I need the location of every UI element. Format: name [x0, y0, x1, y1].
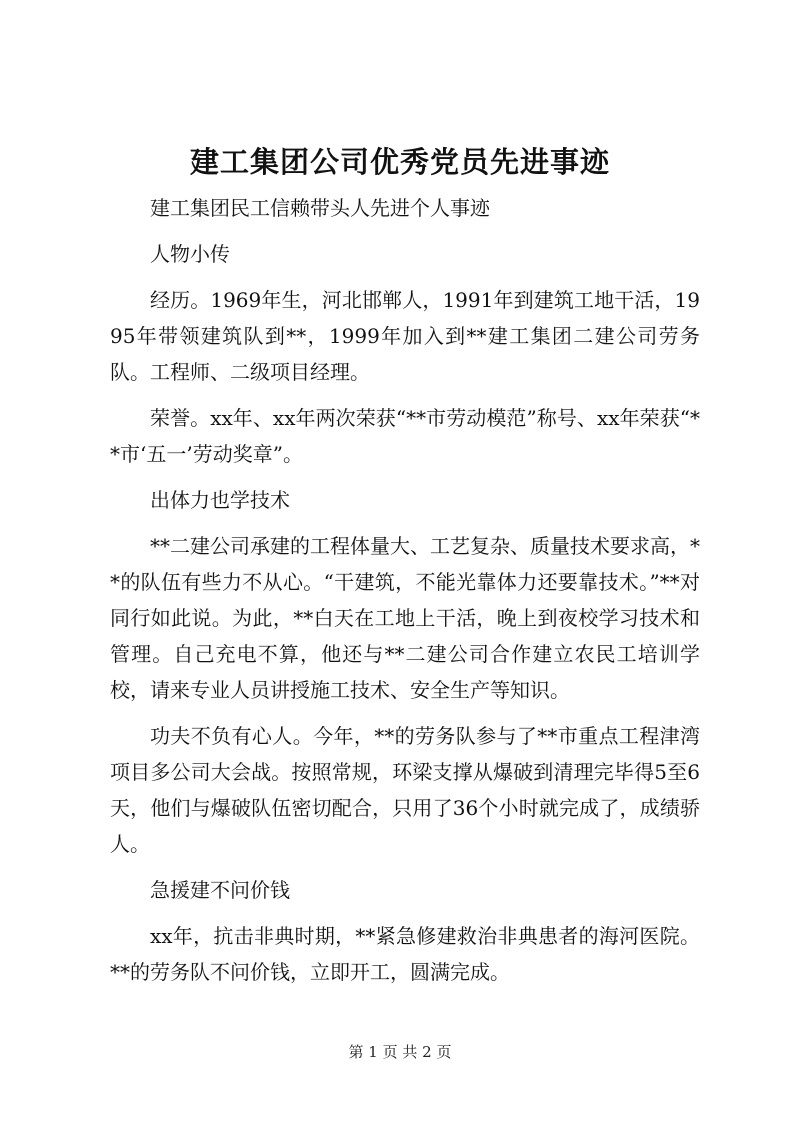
paragraph-skills: **二建公司承建的工程体量大、工艺复杂、质量技术要求高，**的队伍有些力不从心。“干建筑，不能光靠体力还要靠技术。”**对同行如此说。为此，**白天在工地上干活，晚上到夜校学习技术和管理。自己充电不算，他还与**二建公司合作建立农民工培训学校，请来专业人员讲授施工技术、安全生产等知识。: [110, 534, 700, 702]
paragraph-honors: 荣誉。xx年、xx年两次荣获“**市劳动模范”称号、xx年荣获“**市‘五一’劳动奖章”。: [110, 406, 700, 466]
section-heading-skills: 出体力也学技术: [150, 488, 290, 512]
paragraph-experience: 经历。1969年生，河北邯郸人，1991年到建筑工地干活，1995年带领建筑队到**，1999年加入到**建工集团二建公司劳务队。工程师、二级项目经理。: [110, 288, 700, 384]
paragraph-achievement: 功夫不负有心人。今年，**的劳务队参与了**市重点工程津湾项目多公司大会战。按照常规，环梁支撑从爆破到清理完毕得5至6天，他们与爆破队伍密切配合，只用了36个小时就完成了，成绩骄人。: [110, 724, 700, 856]
document-subtitle: 建工集团民工信赖带头人先进个人事迹: [150, 196, 490, 220]
document-title: 建工集团公司优秀党员先进事迹: [189, 145, 610, 179]
page-footer: 第 1 页 共 2 页: [348, 1043, 452, 1061]
section-heading-profile: 人物小传: [150, 242, 230, 266]
section-heading-emergency: 急援建不问价钱: [150, 878, 290, 902]
paragraph-emergency: xx年，抗击非典时期，**紧急修建救治非典患者的海河医院。**的劳务队不问价钱，立即开工，圆满完成。: [110, 924, 700, 984]
document-body: [110, 190, 700, 1000]
